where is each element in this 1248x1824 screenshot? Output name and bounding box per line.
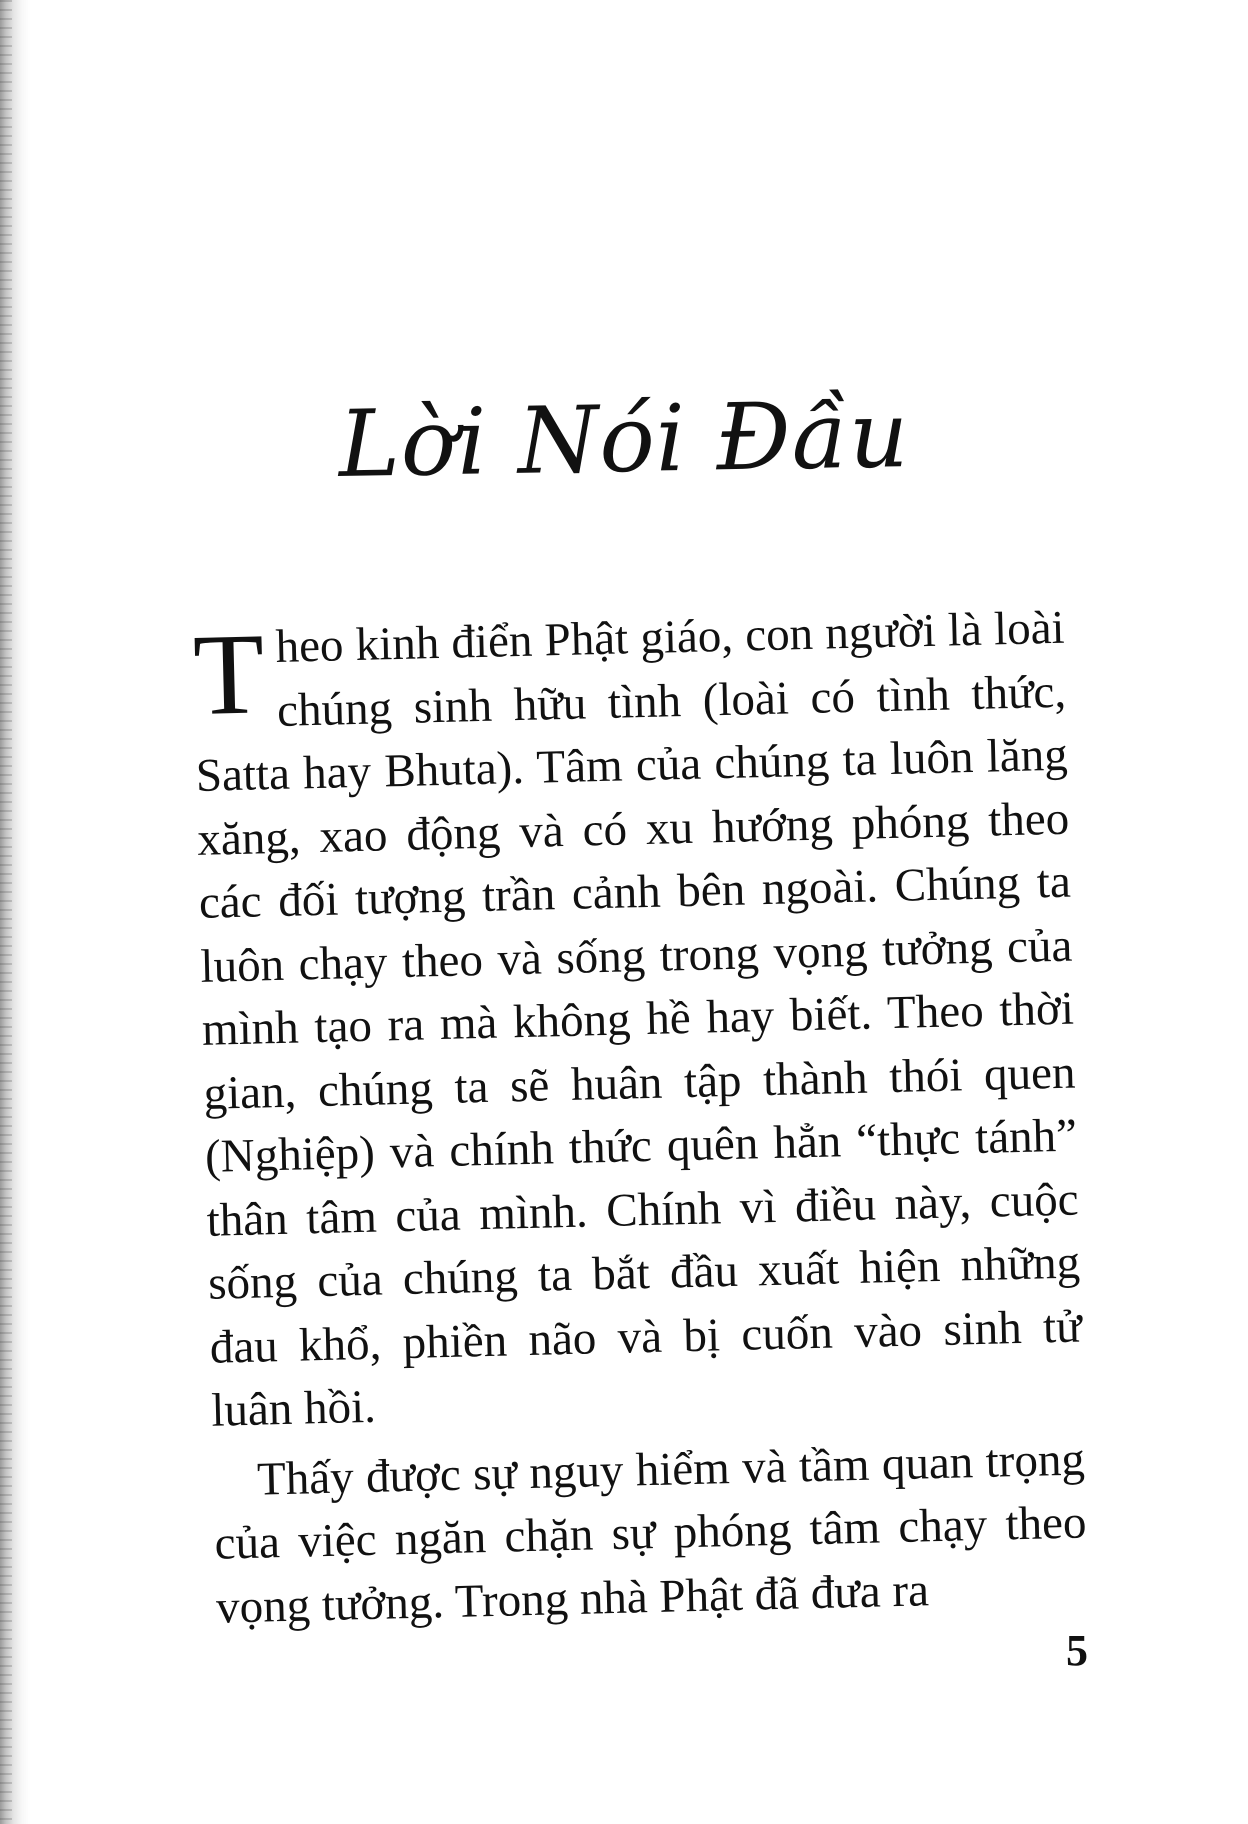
page-spine-texture — [0, 0, 12, 1824]
paragraph-first-text: heo kinh điển Phật giáo, con người là loài chúng sinh hữu tình (loài có tình thức, Satta hay Bhuta). Tâm của chúng ta luôn lăng xăng, xao động và có xu hướng phóng theo các đối tượng trần cảnh bên ngoài. Chúng ta luôn chạy theo và sống trong vọng tưởng của mình tạo ra mà không hề hay biết. Theo thời gian, chúng ta sẽ huân tập thành thói quen (Nghiệp) và chính thức quên hẳn “thực tánh” thân tâm của mình. Chính vì điều này, cuộc sống của chúng ta bắt đầu xuất hiện những đau khổ, phiền não và bị cuốn vào sinh tử luân hồi. — [195, 601, 1083, 1437]
paragraph-first — [192, 597, 1084, 1444]
body-text — [192, 597, 1089, 1640]
paragraph-second: Thấy được sự nguy hiểm và tầm quan trọng của việc ngăn chặn sự phóng tâm chạy theo vọng tưởng. Trong nhà Phật đã đưa ra — [213, 1432, 1087, 1634]
drop-cap: T — [191, 610, 266, 740]
page-number: 5 — [1066, 1626, 1088, 1675]
page-title: Lời Nói Đầu — [337, 381, 911, 498]
